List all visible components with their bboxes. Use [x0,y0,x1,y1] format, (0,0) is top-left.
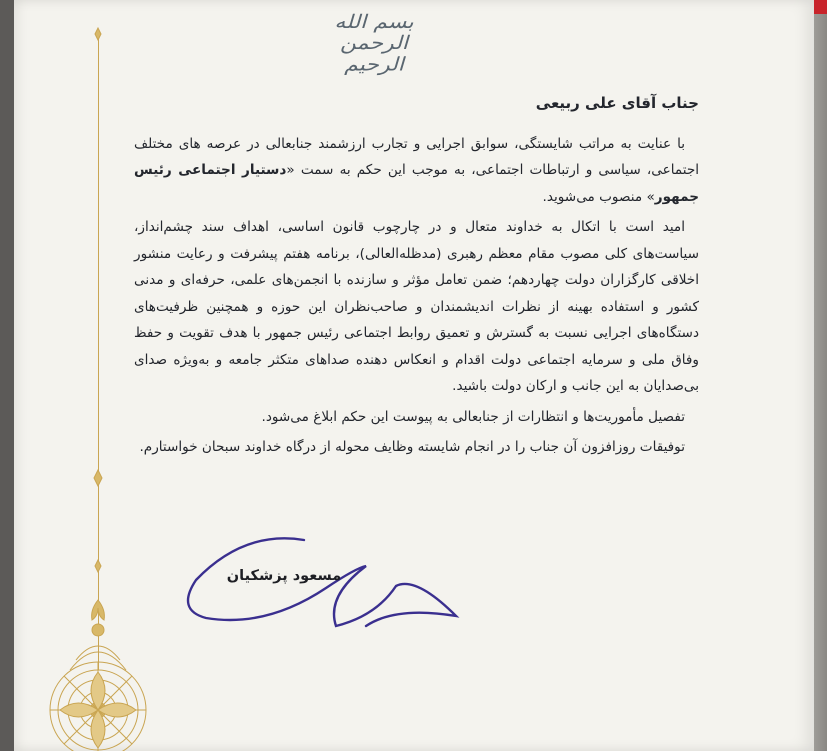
paragraph-duties: امید است با اتکال به خداوند متعال و در چارچوب قانون اساسی، اهداف سند چشم‌انداز، سیاست‌های کلی مصوب مقام معظم رهبری (مدظله‌العالی)، برنامه هفتم پیشرفت و رعایت منشور اخلاقی کارگزاران دولت چهاردهم؛ ضمن تعامل مؤثر و سازنده با انجمن‌های علمی، حرفه‌ای و مدنی کشور و استفاده بهینه از نظرات اندیشمندان و صاحب‌نظران این حوزه و همچنین ظرفیت‌های دستگاه‌های اجرایی نسبت به گسترش و تعمیق روابط اجتماعی رئیس جمهور با هدف تقویت و حفظ وفاق ملی و سرمایه اجتماعی دولت اقدام و انعکاس دهنده صداهای متکثر جامعه و به‌ویژه صدای بی‌صدایان به این جانب و ارکان دولت باشید. [134,219,699,394]
paragraph-appointment [134,131,699,211]
paragraph-wishes: توفیقات روزافزون آن جناب را در انجام شایسته وظایف محوله از درگاه خداوند سبحان خواستارم. [139,439,685,455]
salutation: جناب آقای علی ربیعی [535,94,699,112]
basmala-calligraphy: بسم الله الرحمن الرحیم [334,11,414,76]
paragraph-1-after: » منصوب می‌شوید. [542,188,655,205]
paragraph-1-before: با عنایت به مراتب شایستگی، سوابق اجرایی و تجارب ارزشمند جنابعالی در عرصه های مختلف اجتماعی، سیاسی و ارتباطات اجتماعی، به موجب این حکم به سمت « [134,135,700,178]
basmala-header [314,0,434,76]
signature-name: مسعود پزشکیان [226,568,342,584]
paragraph-attachment: تفصیل مأموریت‌ها و انتظارات از جنابعالی به پیوست این حکم ابلاغ می‌شود. [261,408,685,425]
letter-body [134,90,699,465]
appointment-title: دستیار اجتماعی رئیس جمهور [134,162,699,205]
letter-paper [14,0,814,751]
